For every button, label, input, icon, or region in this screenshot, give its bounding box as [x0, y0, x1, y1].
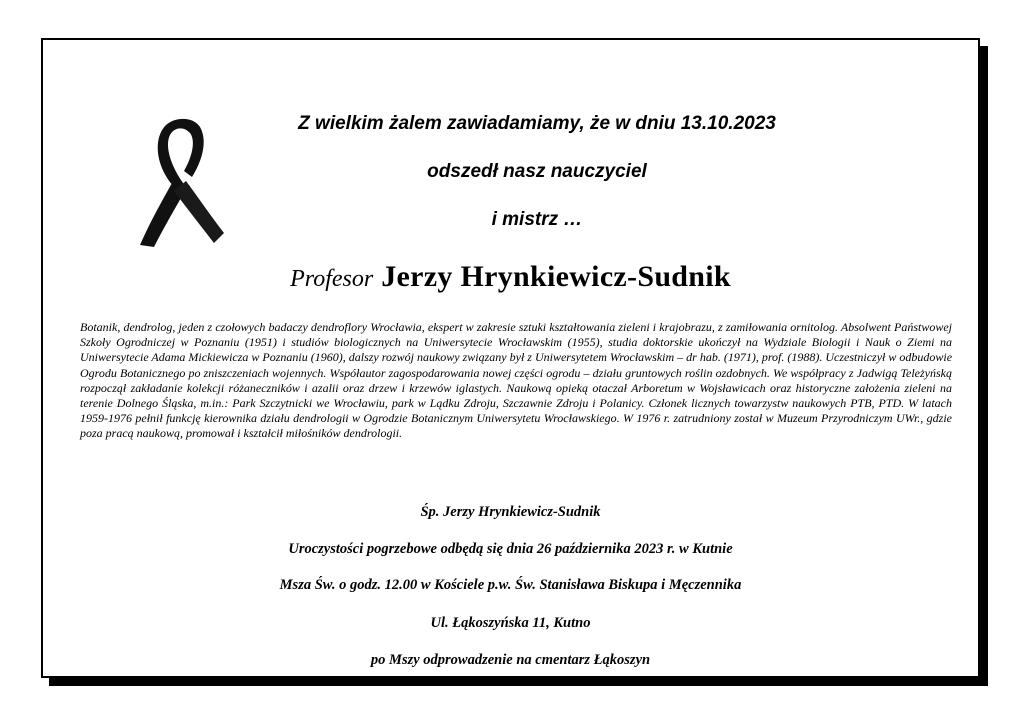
ceremony-line: Uroczystości pogrzebowe odbędą się dnia 26 października 2023 r. w Kutnie: [288, 541, 733, 557]
deceased-name-heading: [43, 260, 978, 294]
address-line: Ul. Łąkoszyńska 11, Kutno: [430, 615, 591, 631]
procession-line: po Mszy odprowadzenie na cmentarz Łąkoszyn: [370, 652, 651, 668]
announcement-line: i mistrz …: [491, 209, 583, 230]
announcement-line: Z wielkim żalem zawiadamiamy, że w dniu 13.10.2023: [298, 113, 776, 134]
person-name: Jerzy Hrynkiewicz-Sudnik: [381, 260, 731, 293]
deceased-line: Śp. Jerzy Hrynkiewicz-Sudnik: [420, 504, 601, 520]
biography-paragraph: Botanik, dendrolog, jeden z czołowych badaczy dendroflory Wrocławia, ekspert w zakresie sztuki kształtowania zieleni i krajobrazu, z zamiłowania ornitolog. Absolwent Państwowej Szkoły Ogrodniczej w Poznaniu (1951) i studiów biologicznych na Uniwersytecie Wrocławskim (1955), studia doktorskie ukończył na Wydziale Biologii i Nauk o Ziemi na Uniwersytecie Adama Mickiewicza w Poznaniu (1960), dalszy rozwój naukowy związany był z Uniwersytetem Wrocławskim – dr hab. (1971), prof. (1988). Uczestniczył w odbudowie Ogrodu Botanicznego po zniszczeniach wojennych. Współautor zagospodarowania nowej części ogrodu – działu gruntowych roślin ozdobnych. We współpracy z Jadwigą Teleżyńską rozpoczął zakładanie kolekcji różaneczników i azalii oraz drzew i krzewów iglastych. Naukową opieką otaczał Arboretum w Wojsławicach oraz historyczne założenia zieleni na terenie Dolnego Śląska, m.in.: Park Szczytnicki we Wrocławiu, park w Lądku Zdroju, Szczawnie Zdroju i Polanicy. Członek licznych towarzystw naukowych PTB, PTD. W latach 1959-1976 pełnił funkcję kierownika działu dendrologii w Ogrodzie Botanicznym Uniwersytetu Wrocławskiego. W 1976 r. zatrudniony został w Muzeum Przyrodniczym UWr., gdzie poza pracą naukową, promował i kształcił miłośników dendrologii.: [80, 320, 953, 441]
title-prefix: Profesor: [290, 266, 374, 292]
obituary-card: [41, 38, 980, 678]
announcement-line: odszedł nasz nauczyciel: [427, 161, 647, 182]
mourning-ribbon-icon: [128, 117, 228, 247]
mass-line: Msza Św. o godz. 12.00 w Kościele p.w. Św. Stanisława Biskupa i Męczennika: [279, 577, 742, 593]
